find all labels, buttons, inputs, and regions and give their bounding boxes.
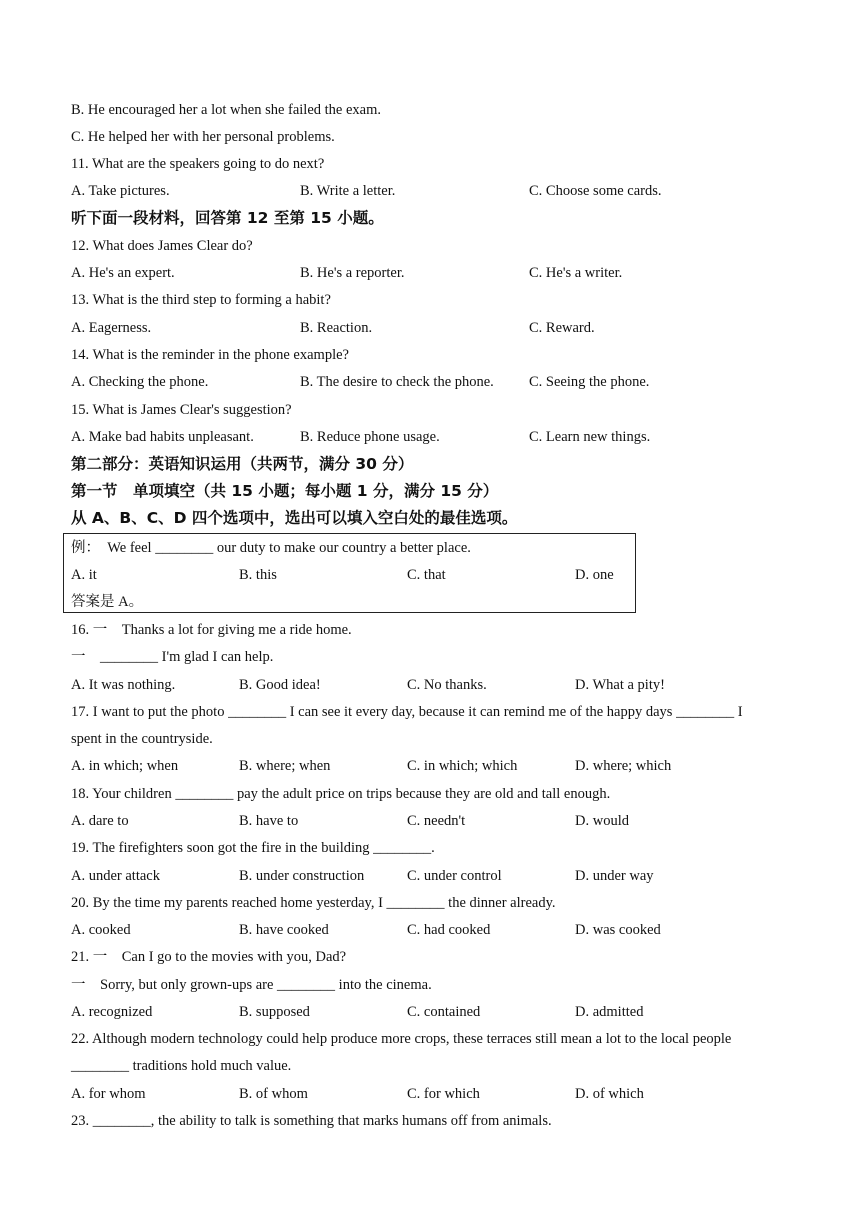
example-option-b: B. this xyxy=(239,567,277,583)
option-18a: A. dare to xyxy=(71,813,129,829)
option-19b: B. under construction xyxy=(239,868,365,884)
option-20a: A. cooked xyxy=(71,922,131,938)
option-11c: C. Choose some cards. xyxy=(529,183,662,199)
option-12c: C. He's a writer. xyxy=(529,265,623,281)
option-16d: D. What a pity! xyxy=(575,677,665,693)
option-10b: B. He encouraged her a lot when she failed the exam. xyxy=(71,102,382,118)
option-22b: B. of whom xyxy=(239,1086,308,1102)
option-16a: A. It was nothing. xyxy=(71,677,176,693)
option-19d: D. under way xyxy=(575,868,654,884)
example-option-c: C. that xyxy=(407,567,446,583)
option-21a: A. recognized xyxy=(71,1004,153,1020)
option-22c: C. for which xyxy=(407,1086,480,1102)
section-heading-12-15: 听下面一段材料，回答第 12 至第 15 小题。 xyxy=(71,209,384,227)
instructions: 从 A、B、C、D 四个选项中，选出可以填入空白处的最佳选项。 xyxy=(71,509,518,527)
option-14c: C. Seeing the phone. xyxy=(529,374,650,390)
question-22: 22. Although modern technology could help produce more crops, these terraces still mean a lot to the local people xyxy=(71,1031,732,1047)
option-15a: A. Make bad habits unpleasant. xyxy=(71,429,254,445)
example-question: 例： We feel ________ our duty to make our country a better place. xyxy=(71,540,471,556)
question-16-reply: 一 ________ I'm glad I can help. xyxy=(71,649,274,665)
option-15c: C. Learn new things. xyxy=(529,429,651,445)
option-20c: C. had cooked xyxy=(407,922,491,938)
option-17a: A. in which; when xyxy=(71,758,179,774)
option-11a: A. Take pictures. xyxy=(71,183,170,199)
example-option-d: D. one xyxy=(575,567,614,583)
option-18c: C. needn't xyxy=(407,813,466,829)
option-13c: C. Reward. xyxy=(529,320,595,336)
option-21b: B. supposed xyxy=(239,1004,310,1020)
example-answer: 答案是 A。 xyxy=(71,594,144,610)
question-21: 21. 一 Can I go to the movies with you, Dad? xyxy=(71,949,347,965)
option-22a: A. for whom xyxy=(71,1086,146,1102)
option-18b: B. have to xyxy=(239,813,299,829)
example-option-a: A. it xyxy=(71,567,97,583)
question-12: 12. What does James Clear do? xyxy=(71,238,253,254)
option-10c: C. He helped her with her personal problems. xyxy=(71,129,335,145)
question-14: 14. What is the reminder in the phone example? xyxy=(71,347,349,363)
option-17c: C. in which; which xyxy=(407,758,518,774)
option-15b: B. Reduce phone usage. xyxy=(300,429,440,445)
option-13b: B. Reaction. xyxy=(300,320,373,336)
option-18d: D. would xyxy=(575,813,629,829)
question-13: 13. What is the third step to forming a habit? xyxy=(71,292,331,308)
option-20d: D. was cooked xyxy=(575,922,661,938)
option-17d: D. where; which xyxy=(575,758,672,774)
question-15: 15. What is James Clear's suggestion? xyxy=(71,402,292,418)
option-17b: B. where; when xyxy=(239,758,331,774)
question-11: 11. What are the speakers going to do next? xyxy=(71,156,325,172)
option-22d: D. of which xyxy=(575,1086,644,1102)
option-13a: A. Eagerness. xyxy=(71,320,152,336)
option-12b: B. He's a reporter. xyxy=(300,265,405,281)
option-12a: A. He's an expert. xyxy=(71,265,175,281)
option-16b: B. Good idea! xyxy=(239,677,321,693)
option-19a: A. under attack xyxy=(71,868,160,884)
question-17: 17. I want to put the photo ________ I can see it every day, because it can remind me of the happy days ________ I xyxy=(71,704,743,720)
question-16: 16. 一 Thanks a lot for giving me a ride home. xyxy=(71,622,352,638)
question-21-reply: 一 Sorry, but only grown-ups are ________ into the cinema. xyxy=(71,977,432,993)
question-17-continued: spent in the countryside. xyxy=(71,731,213,747)
section-one-heading: 第一节 单项填空（共 15 小题；每小题 1 分，满分 15 分） xyxy=(71,482,499,500)
question-22-continued: ________ traditions hold much value. xyxy=(71,1058,292,1074)
question-20: 20. By the time my parents reached home yesterday, I ________ the dinner already. xyxy=(71,895,556,911)
option-14b: B. The desire to check the phone. xyxy=(300,374,494,390)
option-20b: B. have cooked xyxy=(239,922,329,938)
option-21d: D. admitted xyxy=(575,1004,644,1020)
option-14a: A. Checking the phone. xyxy=(71,374,209,390)
part-two-heading: 第二部分：英语知识运用（共两节，满分 30 分） xyxy=(71,455,414,473)
option-11b: B. Write a letter. xyxy=(300,183,396,199)
option-16c: C. No thanks. xyxy=(407,677,487,693)
option-21c: C. contained xyxy=(407,1004,481,1020)
question-18: 18. Your children ________ pay the adult price on trips because they are old and tall enough. xyxy=(71,786,611,802)
option-19c: C. under control xyxy=(407,868,502,884)
question-19: 19. The firefighters soon got the fire in the building ________. xyxy=(71,840,435,856)
question-23: 23. ________, the ability to talk is something that marks humans off from animals. xyxy=(71,1113,552,1129)
